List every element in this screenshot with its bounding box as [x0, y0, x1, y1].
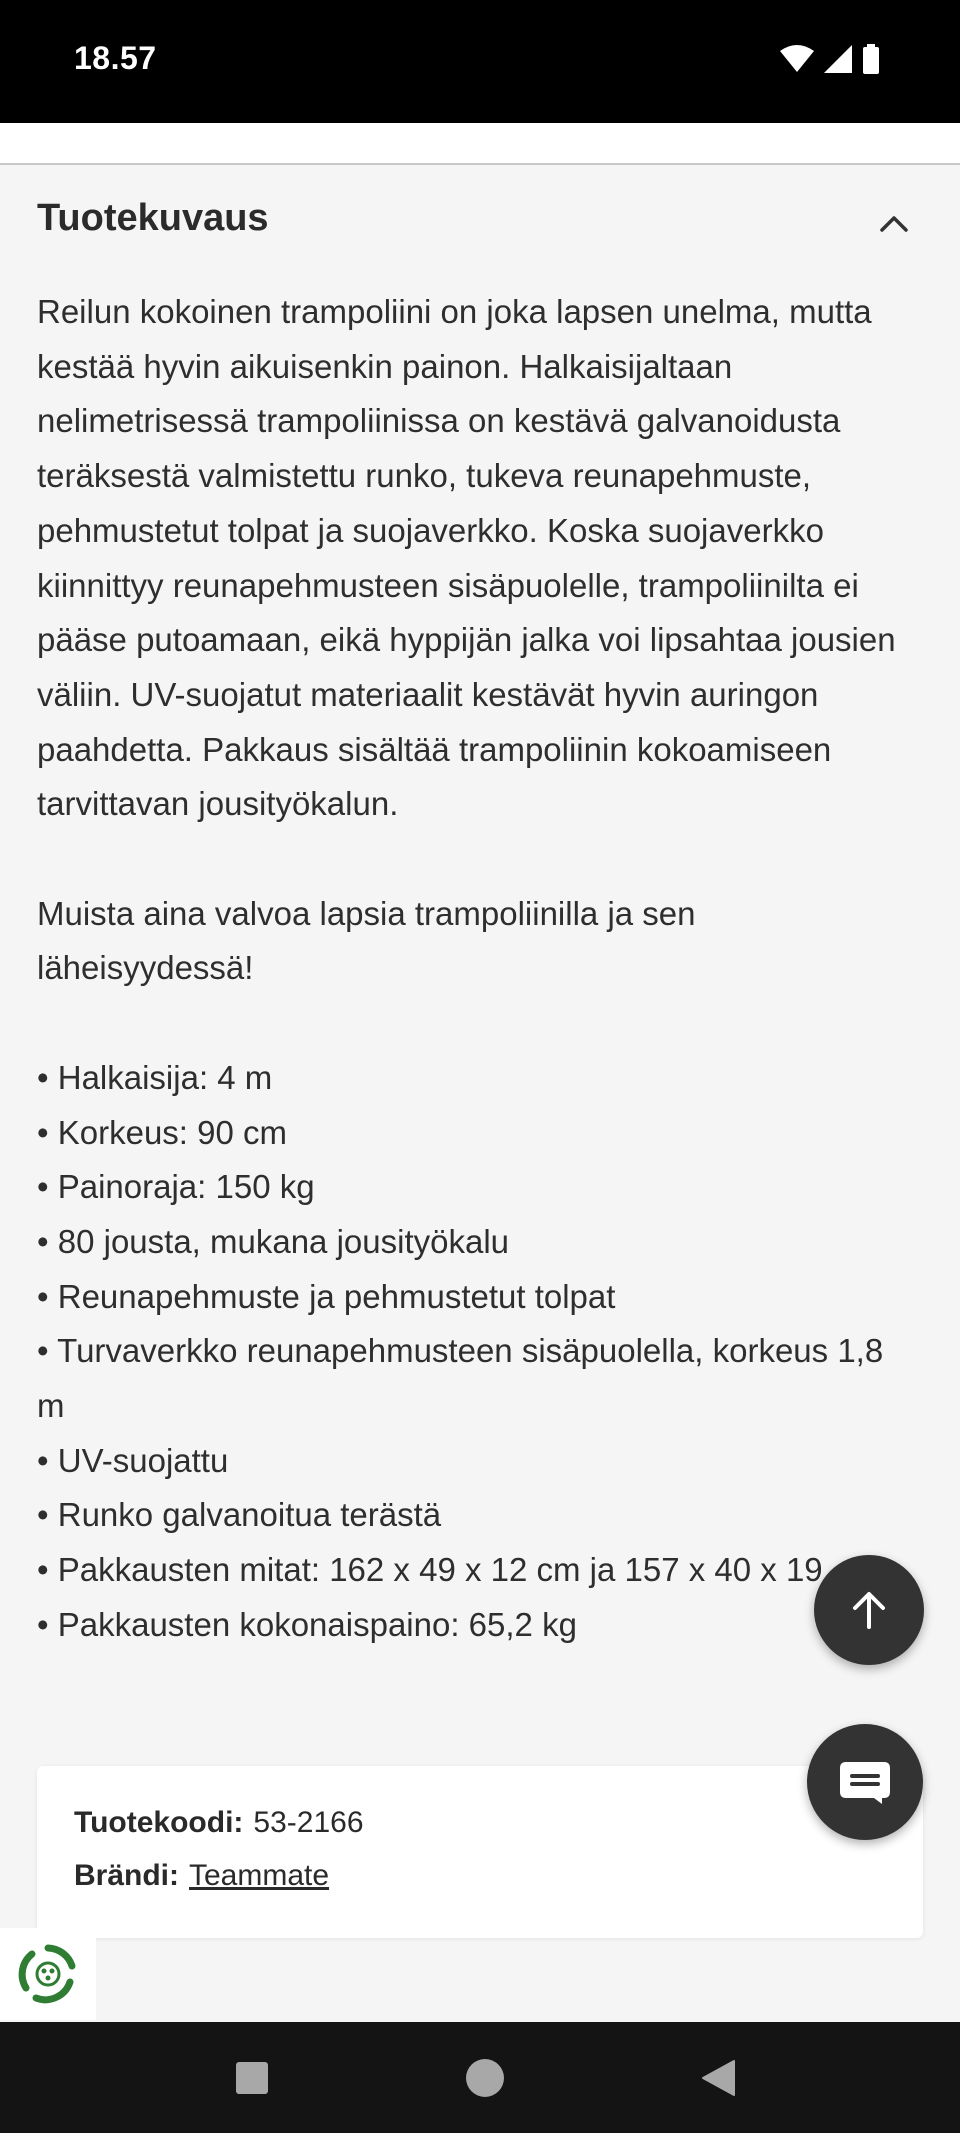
list-item: • UV-suojattu [37, 1434, 917, 1489]
status-bar [0, 0, 960, 123]
product-code-value: 53-2166 [253, 1806, 364, 1839]
list-item: • Painoraja: 150 kg [37, 1160, 917, 1215]
product-description [37, 285, 917, 1653]
chat-button[interactable] [807, 1724, 923, 1840]
chevron-up-icon [879, 213, 909, 233]
back-button[interactable] [692, 2052, 744, 2104]
list-item: • Turvaverkko reunapehmusteen sisäpuolella, korkeus 1,8 m [37, 1324, 917, 1433]
section-title: Tuotekuvaus [37, 197, 269, 239]
home-button[interactable] [459, 2052, 511, 2104]
product-code-row [74, 1806, 364, 1840]
signal-icon [824, 45, 852, 73]
list-item: • Halkaisija: 4 m [37, 1051, 917, 1106]
brand-link[interactable]: Teammate [189, 1859, 330, 1892]
description-accordion-header[interactable] [0, 165, 960, 275]
list-item: • Reunapehmuste ja pehmustetut tolpat [37, 1270, 917, 1325]
list-item: • Pakkausten mitat: 162 x 49 x 12 cm ja 157 x 40 x 19 [37, 1543, 917, 1598]
scroll-to-top-button[interactable] [814, 1555, 924, 1665]
brand-label: Brändi: [74, 1859, 179, 1892]
list-item: • Runko galvanoitua terästä [37, 1488, 917, 1543]
recycle-icon [16, 1942, 80, 2006]
status-icons [780, 44, 880, 74]
recycle-badge[interactable] [0, 1928, 96, 2020]
feature-list [37, 1051, 917, 1653]
status-time: 18.57 [74, 40, 157, 76]
circle-icon [465, 2058, 505, 2098]
square-icon [235, 2061, 269, 2095]
safety-note: Muista aina valvoa lapsia trampoliinilla ja sen läheisyydessä! [37, 894, 696, 987]
recents-button[interactable] [226, 2052, 278, 2104]
collapse-button[interactable] [872, 201, 916, 245]
product-code-label: Tuotekoodi: [74, 1806, 244, 1839]
system-navigation-bar [0, 2022, 960, 2133]
triangle-back-icon [698, 2058, 738, 2098]
chat-icon [838, 1760, 892, 1804]
description-paragraph: Reilun kokoinen trampoliini on joka lapsen unelma, mutta kestää hyvin aikuisenkin painon. Halkaisijaltaan nelimetrisessä trampoliinissa on kestävä galvanoidusta teräksestä valmistettu runko, tukeva reunapehmuste, pehmustetut tolpat ja suojaverkko. Koska suojaverkko kiinnittyy reunapehmusteen sisäpuolelle, trampoliinilta ei pääse putoamaan, eikä hyppijän jalka voi lipsahtaa jousien väliin. UV-suojatut materiaalit kestävät hyvin auringon paahdetta. Pakkaus sisältää trampoliinin kokoamiseen tarvittavan jousityökalun. [37, 293, 896, 823]
battery-icon [862, 44, 880, 74]
page-top-divider [0, 123, 960, 165]
product-info-card [37, 1766, 923, 1938]
brand-row [74, 1859, 329, 1893]
list-item: • 80 jousta, mukana jousityökalu [37, 1215, 917, 1270]
wifi-icon [780, 45, 814, 73]
list-item: • Pakkausten kokonaispaino: 65,2 kg [37, 1598, 917, 1653]
list-item: • Korkeus: 90 cm [37, 1106, 917, 1161]
arrow-up-icon [848, 1589, 890, 1631]
